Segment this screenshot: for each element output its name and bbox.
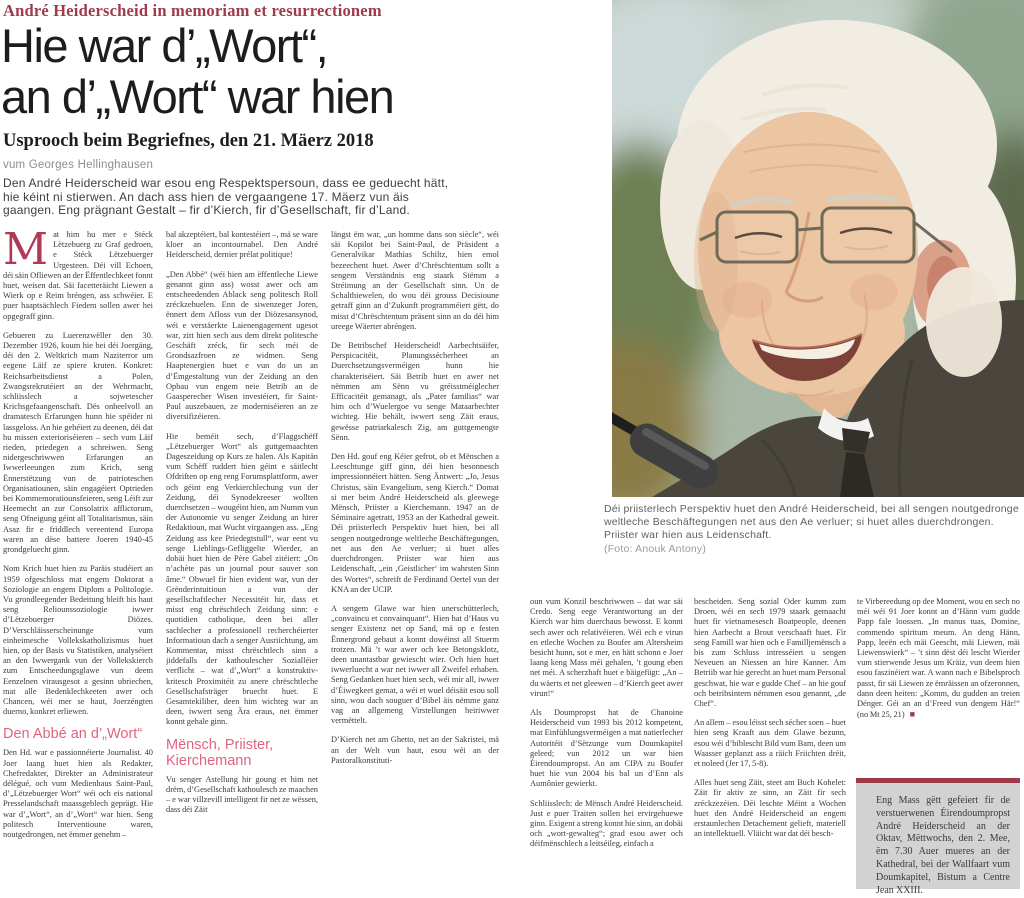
paragraph: Vu senger Astellung hir goung et him net drëm, d’Gesellschaft kathoulesch ze maachen – e war villzevill intelligent fir net ze wëssen, dass déi Zäit — [166, 774, 318, 815]
subhead: Usprooch beim Begriefnes, den 21. Mäerz 2018 — [3, 131, 374, 151]
paragraph-text: te Virbereedung op dee Moment, wou en sech no méi wéi 91 Joer konnt an d’Hänn vum gudde Papp fale loossen. „In manus tuas, Domine, commendo spiritum meum. An deng Hänn, Papp, leeën ech mäi Geescht, mäi Liewen, mäi Liewenswierk“ – ’t sinn dëst déi lescht Wierder vum stierwende Jesus um Kräiz, vun deem hien esou faszinéiert war. A wann nach e Bibelsproch passt, fir säi Liewen ze ëmräissen an ofzeronnen, dann deen heiten: „Komm, du gudden an treien Dénger. Géi an an d’Freed vun dengem Här!“ (no Mt 25, 21) — [857, 597, 1020, 720]
paragraph: Gebueren zu Luerenzwëller den 30. Dezember 1926, koum hie bei déi Joergäng, déi den 2. Weltkrich mam Naziterror um eegene Läif ze spiere kruten. Konkret: Reichsarbeitsdienst a Polen, Zwangsrekrutéiert an der Wehrmacht, schliisslech a sojwetescher Krichsgefaangenschaft. Dës onheelvoll an dramatesch Erfarungen hunn hie spéider ni lassgeloss. An hie gehéiert zu deenen, déi dat hu missen exterioriséieren – sech vum Läif rieden, priedegen a schreiwen. Seng nidergeschriwwen Erfarungen an Iwwerleeungen zum Krich, seng Ënnerstëtzung vun de patrioteschen Organisatiounen, säin engagéiert Optrieden bei Kommemoratiounsfeieren, seng Léift zur Heemecht an zur Consolatrix afflictorum, seng Ofneigung géint all Totalitarismus, säin Asaz fir e friddlech vereentend Europa waren an dëse battere Joeren 1940-45 grondgeluecht ginn. — [3, 330, 153, 555]
photo-caption-block — [604, 503, 1022, 556]
paragraph: De Betribschef Heiderscheid! Aarbechtsäifer, Perspicacitéit, Planungssécherheet an Duerchsetzungsverméigen hunn hie charakteriséiert. Säi Betrib huet en awer net nëmmen am Sënn vu gréisstméiglecher Efficacitéit gemanagt, als „Pater familias“ war him och d’Wuelergoe vu senge Mataarbechter wichteg. Hie behält, iwwert seng Zäit eraus, gewësse patriarkalesch Zig, am guttgemengte Sënn. — [331, 341, 499, 442]
end-of-article-marker: ■ — [909, 709, 916, 720]
section-heading-abbe-wort: Den Abbé an d’„Wort“ — [3, 726, 143, 743]
paragraph: oun vum Konzil beschriwwen – dat war säi Credo. Seng eege Verantwortung an der Kierch war him duerchaus bewosst. E konnt sech awer och relativéieren. Wéi ech e virun en etleche Wochen zu Boufer am Altersheim besicht hunn, sot e mer, en hätt schonn e Joer laang keng Mass méi gehalen, ’t goung eben net méi. A scherzhaft huet e bäigefügt: „An – du wäerts et net gleewen – d’Kierch geet awer virun!“ — [530, 597, 683, 698]
photo-caption: Déi priisterlech Perspektiv huet den André Heiderscheid, bei all sengen noutgedronge weltleche Beschäftegungen net aus den Ae verluer; si huet alles duerchdrongen. Priister war hien aus Leidenschaft. — [604, 503, 1019, 542]
byline: vum Georges Hellinghausen — [3, 159, 154, 171]
photo-credit: (Foto: Anouk Antony) — [604, 542, 707, 555]
hair-back — [926, 267, 1002, 377]
text-column-3 — [331, 230, 499, 890]
paragraph: An allem – esou léisst sech sécher soen – huet hien seng Kraaft aus dem Glawe bezunn, esou wéi d’biblescht Bild vum Bam, deen um Waasser geplanzt ass a räich Friichten dréit, et noleed (Jer 17, 5-8). — [694, 718, 846, 769]
paragraph: Als Doumpropst hat de Chanoine Heiderscheid vun 1993 bis 2012 kompetent, mat Einfühlungsverméigen a mat natierlecher Autoritéit d’Sëtzunge vum Doumkapitel geleed; vun 2012 un war hien Éirendoumpropst. An am CIPA zu Boufer huet hie vun 2004 bis bal un d’Enn als Aumônier gewierkt. — [530, 708, 683, 789]
tie-knot — [842, 428, 870, 453]
paragraph: Schliisslech: de Mënsch André Heiderscheid. Just e puer Traiten sollen hei ervirgehuewe ginn. Exigent a streng konnt hie sinn, an dobäi och „wort-gewalteg“; grad esou awer och déifmënschlech a leitséileg, einfach a — [530, 798, 683, 849]
portrait-photo — [612, 0, 1024, 497]
paragraph-text: at him hu mer e Stéck Lëtzebuerg zu Graf gedroen, e Stéck Lëtzebuerger Urgesteen. Déi vill Echoen, déi säin Ofliewen an der Ëffentlechkeet fonnt huet, weisen dat. Säi facetteräicht Liewen a Wierk op e Reim bréngen, ass schwéier. E puer haaptsächlech Fiedem sollen awer hei opgegraff ginn. — [3, 230, 153, 321]
portrait-photo-image — [612, 0, 1024, 497]
paragraph: längst ëm war, „un homme dans son siècle“, wéi säi Kopilot bei Saint-Paul, de Präsident a Generalvikar Mathias Schiltz, hien emol bezeechent huet. Awer d’Chrëschtentum sollt a sengem Verständnis eng staark Stëmm a Stréimung an der Gesellschaft sinn. Un de Schalthiewelen, do wou déi grouss Decisioune getraff ginn an d’Zukunft programméiert gëtt, do misst d’Chrëschtentum präsent sinn an do déi him ureege Wäerter abréngen. — [331, 230, 499, 331]
paragraph — [857, 597, 1020, 720]
paragraph: bal akzeptéiert, bal kontestéiert –, mä se ware kloer an incontournabel. Den André Heiderscheid, dernier prélat politique! — [166, 230, 318, 260]
paragraph: Alles huet seng Zäit, steet am Buch Kohelet: Zäit fir aktiv ze sinn, an Zäit fir sech zréckzezéien. Déi leschte Méint a Wochen huet den André Heiderscheid an engem erstaunlechen Detachement gelieft, materiell an intellektuell. Vläicht war dat déi besch- — [694, 778, 846, 839]
drop-cap: M — [3, 230, 49, 275]
paragraph — [3, 230, 153, 322]
mass-notice-box — [856, 778, 1020, 896]
headline — [1, 20, 393, 122]
kicker: André Heiderscheid in memoriam et resurrectionem — [3, 1, 382, 20]
paragraph: D’Kierch net am Ghetto, net an der Sakristei, mä an der Welt vun haut, esou wéi an der Pastoralkonstituti- — [331, 735, 499, 765]
section-heading-mensch-priister: Mënsch, Priister, Kierchemann — [166, 736, 274, 769]
paragraph: A sengem Glawe war hien unerschütterlech, „convaincu et convainquant“. Hien hat d’Haus vu senger Existenz net op Sand, mä op e festen Ënnergrond gebaut a konnt dowéinst all Stuerm trotzen. Mä ’t war awer och kee Betongsklotz, deen unantastbar gewiescht wier. Och hien huet iwwerluecht a war net iwwer all Zweifel erhaben. Seng Gedanken huet hien sech, wéi mir all, iwwer d’Éiwegkeet gemat, a wéi et wuel déisäit esou soll sinn, wou dach souguer d’Bibel äis nëmme ganz vag an allgemeng Virstellungen heiriwwer vermëttelt. — [331, 603, 499, 726]
notice-text: Eng Mass gëtt gefeiert fir de verstuerwenen Éirendoumpropst André Heiderscheid an der Oktav, Mëttwochs, den 2. Mee, ëm 7.30 Auer mueres an der Kathedral, bei der Wallfaart vum Doumkapitel, Bistum a Centre Jean XXIII. — [876, 795, 1010, 896]
headline-line2: an d’„Wort“ war hien — [1, 70, 394, 123]
text-column-1 — [3, 230, 153, 890]
text-column-2 — [166, 230, 318, 890]
paragraph: bescheiden. Seng sozial Oder kumm zum Droen, wéi en sech 1979 staark gemaacht huet fir vietnamesesch Boatpeople, deenen hien Aarbecht a Brout verschaaft huet. Fir seng Famill war hien och e Familljemënsch a bis zum Schluss intresséiert u sengen Neveuen an Niessen an hire Kanner. Am Betriib war hie gerecht an huet mam Personal geschwat, hie war e gudde Chef – an hie gouf och betribsintern nëmmen esou genannt, „de Chef“. — [694, 597, 846, 709]
lead-paragraph: Den André Heiderscheid war esou eng Respektspersoun, dass ee geduecht hätt, hie kéint ni stierwen. An dach ass hien de vergaangene 17. Mäerz vun äis gaangen. Eng prägnant Gestalt – fir d’Kierch, fir d’Gesellschaft, fir d’Land. — [3, 176, 449, 218]
paragraph: Den Hd. gouf eng Kéier gefrot, ob et Mënschen a Leeschtunge giff ginn, déi hien besonnesch impressionnéiert hätten. Seng Äntwert: „Jo, Jesus Christus, säin Evangelium, seng Kierch.“ Domat si mer beim André Heiderscheid als gleewege Mënsch, Priister a Kierchemann. 1947 an de Séminaire agetratt, 1953 an der Kathedral geweit. Déi priisterlech Perspektiv huet hien, bei all sengen noutgedronge weltleche Beschäftegungen, net aus den Ae verluer; si huet alles duerchdrongen. Priister war hien aus Leidenschaft, „ein ‚Geistlicher‘ im wahrsten Sinn des Wortes“, schreift de Ferdinand Oertel vun der KNA an der UCIP. — [331, 452, 499, 594]
paragraph: „Den Abbé“ (wéi hien am ëffentleche Liewe genannt ginn ass) wosst awer och am entscheedenden Ablack seng politesch Roll zréckzehuelen. Enn de siwenzeger Joren, ënnert dem Afloss vun der Diözesansynod, wéi e verstäerkte Laienengagement ugesot war, zitt hien sech aus dem direkt politesche Geschäft zréck, fir sech méi de Grondsazfroen ze widmen. Seng Haaptenergien huet e vun do un an d’Ëmgestaltung vun der Zeidung an den Opbau vun engem neie Betrib an de Gaasperecher Wisen investéiert, fir Saint-Paul auszebauen, ze moderniséieren an ze diversifizéieren. — [166, 269, 318, 422]
text-column-4 — [530, 597, 683, 892]
headline-line1: Hie war d’„Wort“, — [1, 19, 328, 72]
text-column-5 — [694, 597, 846, 892]
glasses — [700, 208, 952, 262]
paragraph: Den Hd. war e passionnéierte Journalist. 40 Joer laang huet hien als Redakter, Chefredakter, Direkter an Administrateur délégué, och vum Medienhaus Saint-Paul, d’„Lëtzebuerger Wort“ wéi och eis national Presselandschaft maassgeblech geprägt. Hie war d’„Wort“, an d’„Wort“ war hien. Seng politesch Interventioune waren, noutgedrongen, net ëmmer genehm – — [3, 748, 153, 839]
paragraph: Hie beméit sech, d’Flaggschëff „Lëtzebuerger Wort“ als guttgemaachten Dageszeidung op Kurs ze halen. Als Kapitän vum Schëff ruddert hien géint e säitlecht Ofdriften op eng reng Forumsplattform, awer och géint eng Verkierchlechung vun der Zeidung, déi Synodekreeser wollten duerchsetzen – wougéint hien, am Numm vun der Autonomie vu senger Zeidung an hirer Redaktioun, mat Wucht virgaangen ass. „Eng Zeidung ass kee Priedegtstull“, war eent vu senge Lieblings-Gefliggelte Wierder, an dobäi huet hien de Père Gabel zitéiert: „On n’achète pas un journal pour sauver son âme.“ Obwuel fir hien evident war, vun der Grënderintuitioun a vun der gesellschaftlecher Necessitéit hir, dass et misst eng chrëschtlech Zeidung sinn: e quotidien catholique, deen bei aller sachlecher a professionell recherchéierter Informatioun dach a senger Ausriichtung, am Kommentar, misst chrëschtlech sinn a jiddefalls der kathoulescher Sozialléier verflicht – wat d’„Wort“ a konstruktiv-kritesch Proximitéit zu anere chrëschtleche Gesellschafsträger bruecht huet. E Gesamtekiliber, deen him wichteg war an deen, iwwert seng Ära eraus, net ëmmer konnt gehale ginn. — [166, 431, 318, 727]
text-column-6 — [857, 597, 1020, 775]
paragraph: Nom Krich huet hien zu Paräis studéiert an 1959 ofgeschloss mat engem Doktorat a Soziologie an engem Diplom a Politologie. Vu grondleegender Bedeitung bleift bis haut seng Reliounssoziologie iwwer d’Lëtzebuerger Diözes. D’Verschläisserscheinunge vum einheimesche Vollekskatholizismus huet hien, op der Basis vu Statistiken, analyséiert an den Iwwergank vun der Vollekskierch zum Entscheedungsglawe vun deem Eenzelnen virausgesot a gesinn ubriechen, mat alle Bedenklechkeeten awer och Chancen, wéi mer se haut, Joerzéngten duerno, konkret erliewen. — [3, 564, 153, 717]
